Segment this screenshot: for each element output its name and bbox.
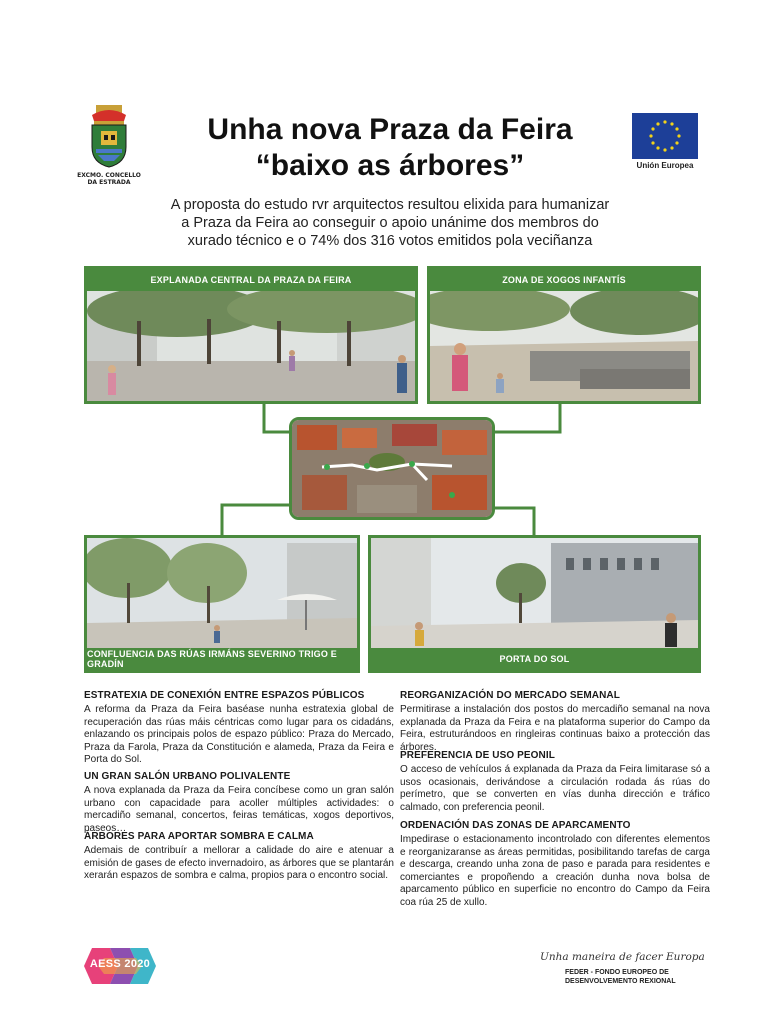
panel-aerial-map (289, 417, 495, 520)
section-body: Ademais de contribuír a mellorar a calidade do aire e atenuar a emisión de gases de efecto invernadoiro, as árbores que se plantarán xerarán espazos de sombra e calma, propios para o encontro social. (84, 845, 394, 881)
section-body: Permitirase a instalación dos postos do mercadiño semanal na nova explanada da Praza da Feira e na plataforma superior do Campo da Feira, estruturándoos en ringleiras continuas baixo a protección das árbores. (400, 704, 710, 753)
panel-explanada (84, 266, 418, 404)
municipal-crest-icon (84, 103, 134, 169)
section-mercado (400, 690, 710, 753)
title-line-1: Unha nova Praza da Feira (207, 113, 573, 146)
text-column-left (84, 690, 394, 911)
subtitle-line-3: xurado técnico e o 74% dos 316 votos emitidos pola veciñanza (187, 233, 593, 249)
section-body: A nova explanada da Praza da Feira concíbese como un gran salón urbano con capacidade para acoller múltiples actividades: o mercadiño semanal, concertos, feiras temáticas, xogos deportivos, paseos… (84, 785, 394, 834)
eu-label: Unión Europea (636, 161, 694, 170)
panel-label-explanada: EXPLANADA CENTRAL DA PRAZA DA FEIRA (87, 269, 415, 291)
title-line-2: “baixo as árbores” (255, 149, 525, 182)
feder-label (565, 968, 725, 986)
section-body: A reforma da Praza da Feira baséase nunha estratexia global de recuperación das rúas máis céntricas como lugar para os cidadáns, enlazando os principais polos de espazo público: Praza do Mercado, Praza da Farola, Praza da Constitución e alameda, Praza da Feira e Porta do Sol. (84, 704, 394, 765)
section-body: O acceso de vehículos á explanada da Praza da Feira limitarase só a usos ocasionais, derivándose a circulación rodada ás rúas do perímetro, que se converten en vías dunha dirección e tráfico calmado, con preferencia peonil. (400, 764, 710, 813)
page-title (170, 112, 610, 184)
subtitle-line-1: A proposta do estudo rvr arquitectos resultou elixida para humanizar (170, 197, 610, 213)
panel-label-xogos: ZONA DE XOGOS INFANTÍS (430, 269, 698, 291)
render-confluencia (87, 538, 357, 651)
aerial-map-image (292, 420, 492, 517)
section-heading: ESTRATEXIA DE CONEXIÓN ENTRE ESPAZOS PÚBLICOS (84, 690, 365, 701)
section-heading: UN GRAN SALÓN URBANO POLIVALENTE (84, 771, 291, 782)
render-xogos (430, 291, 698, 401)
panel-label-porta-do-sol: PORTA DO SOL (371, 648, 698, 670)
render-explanada (87, 291, 415, 401)
section-heading: ORDENACIÓN DAS ZONAS DE APARCAMENTO (400, 820, 631, 831)
panel-porta-do-sol (368, 535, 701, 673)
render-porta-do-sol (371, 538, 698, 651)
section-salon-urbano (84, 771, 394, 834)
subtitle-line-2: a Praza da Feira ao conseguir o apoio unánime dos membros do (181, 215, 599, 231)
crest-caption: EXCMO. CONCELLO DA ESTRADA (77, 172, 141, 186)
section-arbores (84, 831, 394, 911)
feder-line-2: DESENVOLVEMENTO REXIONAL (565, 978, 676, 985)
text-column-right (400, 690, 710, 910)
section-heading: ÁRBORES PARA APORTAR SOMBRA E CALMA (84, 831, 314, 842)
section-aparcamento (400, 820, 710, 910)
panel-confluencia (84, 535, 360, 673)
section-estratexia (84, 690, 394, 771)
aess-logo-text: AESS 2020 (89, 958, 151, 970)
feder-tagline: Unha maneira de facer Europa (540, 951, 705, 963)
panel-xogos (427, 266, 701, 404)
section-heading: REORGANIZACIÓN DO MERCADO SEMANAL (400, 690, 620, 701)
section-uso-peonil (400, 750, 710, 820)
eu-flag-icon (632, 113, 698, 159)
section-body: Impedirase o estacionamento incontrolado con diferentes elementos e reorganizaranse as áreas permitidas, posibilitando tarefas de carga e descarga, creando unha zona de paso e parada para residentes e comerciantes e propoñendo a creación dunha nova bolsa de aparcamento público en superficie no encontro do Campo da Feira coa rúa 25 de xullo. (400, 834, 710, 908)
panel-label-confluencia: CONFLUENCIA DAS RÚAS IRMÁNS SEVERINO TRIGO E GRADÍN (87, 648, 357, 670)
section-heading: PREFERENCIA DE USO PEONIL (400, 750, 555, 761)
feder-line-1: FEDER - FONDO EUROPEO DE (565, 969, 669, 976)
page-subtitle (160, 196, 620, 250)
